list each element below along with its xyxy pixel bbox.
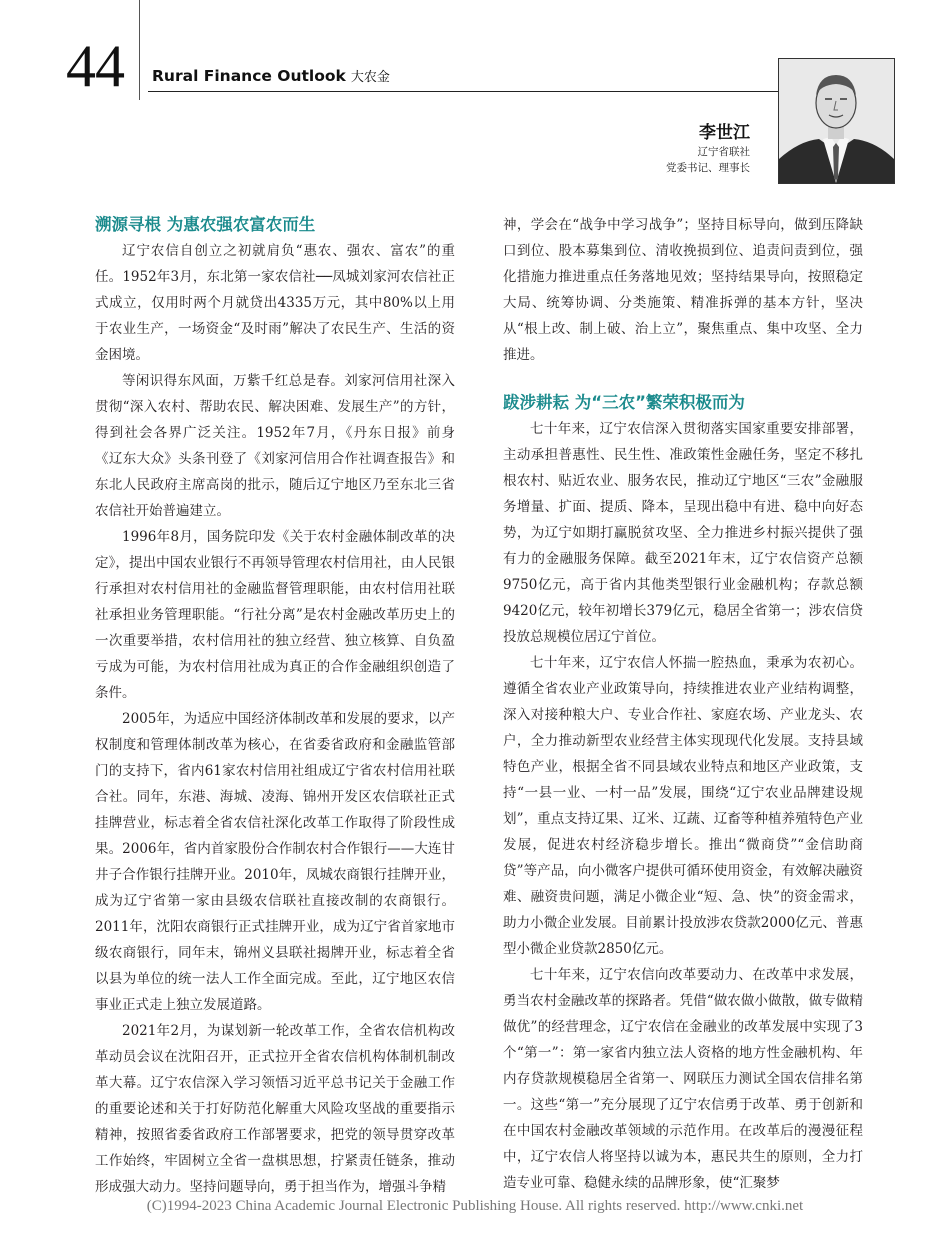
paragraph: 辽宁农信自创立之初就肩负“惠农、强农、富农”的重任。1952年3月，东北第一家农信社──凤城刘家河农信社正式成立，仅用时两个月就贷出4335万元，其中80%以上用于农业生产，一场资金“及时雨”解决了农民生产、生活的资金困境。 [95,243,455,363]
paragraph: 七十年来，辽宁农信向改革要动力、在改革中求发展，勇当农村金融改革的探路者。凭借“做农做小做散，做专做精做优”的经营理念，辽宁农信在金融业的改革发展中实现了3个“第一”：第一家省内独立法人资格的地方性金融机构、年内存贷款规模稳居全省第一、网联压力测试全国农信排名第一。这些“第一”充分展现了辽宁农信勇于改革、勇于创新和在中国农村金融改革领域的示范作用。在改革后的漫漫征程中，辽宁农信人将坚持以诚为本，惠民共生的原则，全力打造专业可靠、稳健永续的品牌形象，使“汇聚梦 [503,967,863,1191]
paragraph-continued: 神，学会在“战争中学习战争”；坚持目标导向，做到压降缺口到位、股本募集到位、清收挽损到位、追责问责到位，强化措施力推进重点任务落地见效；坚持结果导向，按照稳定大局、统筹协调、分类施策、精准拆弹的基本方针，坚决从“根上改、制上破、治上立”，聚焦重点、集中攻坚、全力推进。 [503,217,863,363]
journal-title-en: Rural Finance Outlook [152,67,346,85]
section-heading-three-rural: 跋涉耕耘 为“三农”繁荣积极而为 [503,393,745,412]
paragraph: 2005年，为适应中国经济体制改革和发展的要求，以产权制度和管理体制改革为核心，在省委省政府和金融监管部门的支持下，省内61家农村信用社组成辽宁省农村信用社联合社。同年，东港、海城、凌海、锦州开发区农信联社正式挂牌营业，标志着全省农信社深化改革工作取得了阶段性成果。2006年，省内首家股份合作制农村合作银行——大连甘井子合作银行挂牌开业。2010年，凤城农商银行挂牌开业，成为辽宁省第一家由县级农信联社直接改制的农商银行。2011年，沈阳农商银行正式挂牌开业，成为辽宁省首家地市级农商银行，同年末，锦州义县联社揭牌开业，标志着全省以县为单位的统一法人工作全面完成。至此，辽宁地区农信事业正式走上独立发展道路。 [95,711,455,1013]
author-organization: 辽宁省联社 [697,146,750,158]
paragraph: 七十年来，辽宁农信人怀揣一腔热血，秉承为农初心。遵循全省农业产业政策导向，持续推进农业产业结构调整，深入对接种粮大户、专业合作社、家庭农场、产业龙头、农户，全力推动新型农业经营主体实现现代化发展。支持县域特色产业，根据全省不同县域农业特点和地区产业政策，支持“一县一业、一村一品”发展，围绕“辽宁农业品牌建设规划”，重点支持辽果、辽米、辽蔬、辽畜等种植养殖特色产业发展，促进农村经济稳步增长。推出“微商贷”“金信助商贷”等产品，向小微客户提供可循环使用资金，有效解决融资难、融资贵问题，满足小微企业“短、急、快”的资金需求，助力小微企业发展。目前累计投放涉农贷款2000亿元、普惠型小微企业贷款2850亿元。 [503,655,863,957]
copyright-footer: (C)1994-2023 China Academic Journal Electronic Publishing House. All rights reserved. http://www.cnki.net [146,1198,804,1214]
page-number: 44 [66,33,124,99]
paragraph: 2021年2月，为谋划新一轮改革工作，全省农信机构改革动员会议在沈阳召开，正式拉开全省农信机构体制机制改革大幕。辽宁农信深入学习领悟习近平总书记关于金融工作的重要论述和关于打好防范化解重大风险攻坚战的重要指示精神，按照省委省政府工作部署要求，把党的领导贯穿改革工作始终，牢固树立全省一盘棋思想，拧紧责任链条，推动形成强大动力。坚持问题导向，勇于担当作为，增强斗争精 [95,1023,455,1195]
author-portrait [778,58,895,184]
journal-title [152,66,390,85]
paragraph: 七十年来，辽宁农信深入贯彻落实国家重要安排部署，主动承担普惠性、民生性、准政策性金融任务，坚定不移扎根农村、贴近农业、服务农民，推动辽宁地区“三农”金融服务增量、扩面、提质、降本，呈现出稳中有进、稳中向好态势，为辽宁如期打赢脱贫攻坚、全力推进乡村振兴提供了强有力的金融服务保障。截至2021年末，辽宁农信资产总额9750亿元，高于省内其他类型银行业金融机构；存款总额9420亿元，较年初增长379亿元，稳居全省第一；涉农信贷投放总规模位居辽宁首位。 [503,421,863,645]
right-column [503,212,863,1196]
portrait-sketch [779,59,894,183]
header-horizontal-rule [148,91,780,92]
paragraph: 1996年8月，国务院印发《关于农村金融体制改革的决定》，提出中国农业银行不再领导管理农村信用社，由人民银行承担对农村信用社的金融监督管理职能，由农村信用社联社承担业务管理职能。“行社分离”是农村金融改革历史上的一次重要举措，农村信用社的独立经营、独立核算、自负盈亏成为可能，为农村信用社成为真正的合作金融组织创造了条件。 [95,529,455,701]
paragraph: 等闲识得东风面，万紫千红总是春。刘家河信用社深入贯彻“深入农村、帮助农民、解决困难、发展生产”的方针，得到社会各界广泛关注。1952年7月，《丹东日报》前身《辽东大众》头条刊登了《刘家河信用合作社调查报告》和东北人民政府主席高岗的批示，随后辽宁地区乃至东北三省农信社开始普遍建立。 [95,373,455,519]
author-title: 党委书记、理事长 [666,162,750,174]
section-heading-origins: 溯源寻根 为惠农强农富农而生 [95,215,316,234]
journal-title-cn: 大农金 [350,70,390,85]
header-vertical-rule [139,0,140,100]
left-column [95,212,455,1200]
author-name: 李世江 [699,123,750,143]
